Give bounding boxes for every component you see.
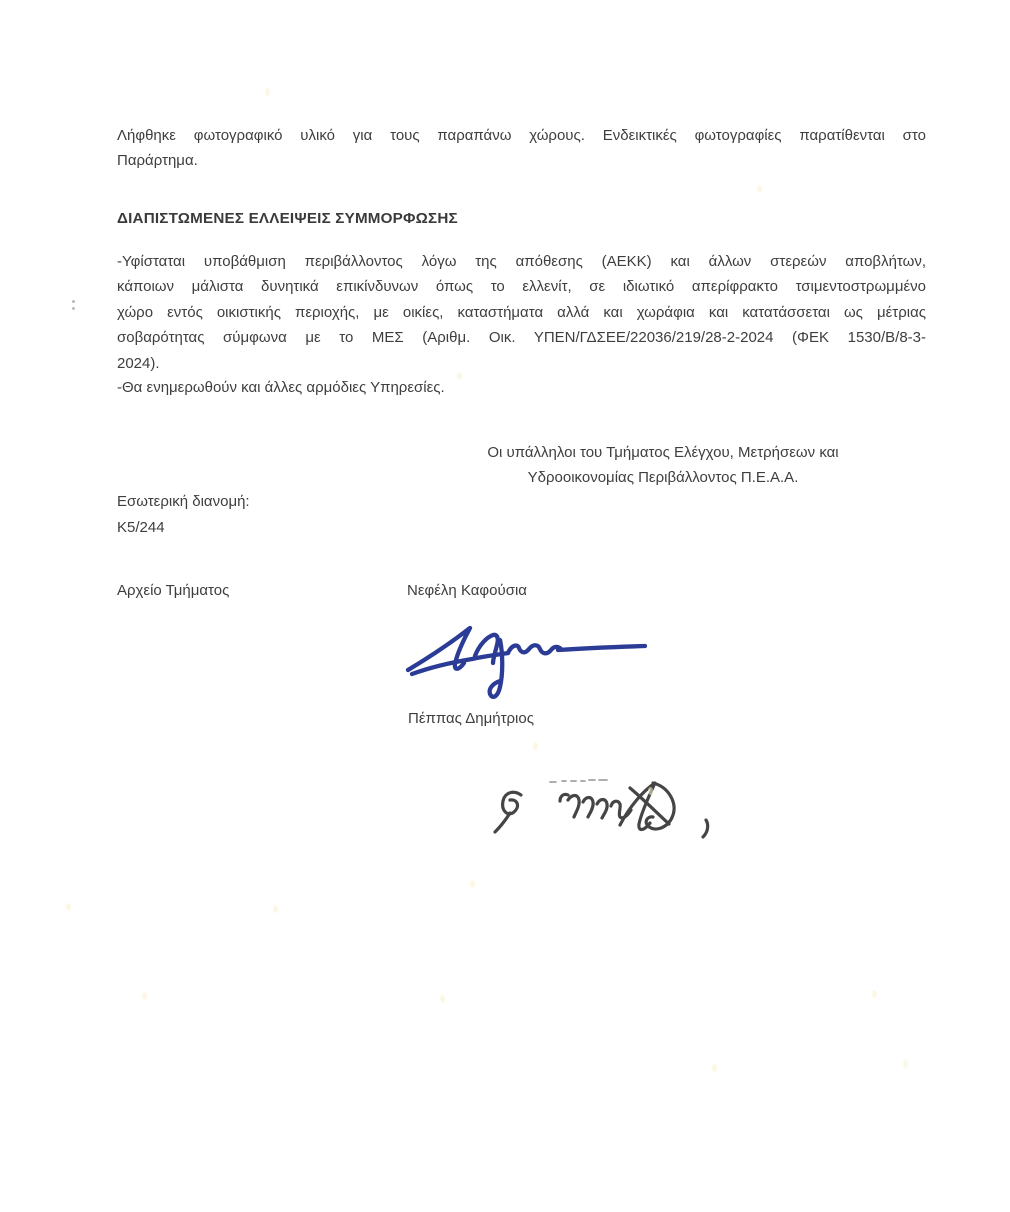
- scan-margin-mark: [72, 300, 75, 303]
- internal-distribution-value: Κ5/244: [117, 518, 165, 536]
- section-heading: ΔΙΑΠΙΣΤΩΜΕΝΕΣ ΕΛΛΕΙΨΕΙΣ ΣΥΜΜΟΡΦΩΣΗΣ: [117, 210, 458, 227]
- signatories-title: [413, 440, 913, 491]
- archive-label: Αρχείο Τμήματος: [117, 582, 230, 599]
- internal-distribution-label: Εσωτερική διανομή:: [117, 493, 250, 510]
- signatories-title-line-2: Υδροοικονομίας Περιβάλλοντος Π.Ε.Α.Α.: [527, 469, 799, 487]
- scan-speck: [648, 787, 653, 795]
- signer1-signature-image: [402, 614, 652, 706]
- findings-line-1: -Υφίσταται υποβάθμιση περιβάλλοντος λόγω της απόθεσης (ΑΕΚΚ) και άλλων στερεών αποβλήτων,: [117, 253, 926, 270]
- intro-line-2: Παράρτημα.: [117, 152, 198, 170]
- scan-speck: [903, 1060, 908, 1068]
- signer2-name: Πέππας Δημήτριος: [408, 710, 534, 727]
- scan-speck: [142, 992, 147, 1000]
- findings-line-4: σοβαρότητας σύμφωνα με το ΜΕΣ (Αριθμ. Οικ. ΥΠΕΝ/ΓΔΣΕΕ/22036/219/28-2-2024 (ΦΕΚ 1530/Β/8-3-: [117, 329, 926, 347]
- findings-paragraph: [117, 249, 926, 376]
- intro-paragraph: [117, 123, 926, 174]
- scan-speck: [273, 905, 278, 913]
- scan-speck: [757, 185, 762, 193]
- scan-speck: [66, 903, 71, 911]
- scan-speck: [265, 88, 270, 96]
- signer1-name: Νεφέλη Καφούσια: [407, 582, 527, 599]
- internal-distribution: [117, 489, 250, 540]
- scan-speck: [457, 372, 462, 380]
- notify-line: -Θα ενημερωθούν και άλλες αρμόδιες Υπηρεσίες.: [117, 379, 445, 396]
- scan-speck: [440, 995, 445, 1003]
- notify-paragraph: [117, 375, 926, 400]
- intro-line-1: Λήφθηκε φωτογραφικό υλικό για τους παραπάνω χώρους. Ενδεικτικές φωτογραφίες παρατίθενται στο: [117, 127, 926, 144]
- signature-strokes: [495, 783, 708, 837]
- findings-line-3: χώρο εντός οικιστικής περιοχής, με οικίες, καταστήματα αλλά και χωράφια και κατατάσσεται ως μέτριας: [117, 303, 926, 321]
- findings-line-2: κάποιων μάλιστα δυνητικά επικίνδυνων όπως το ελλενίτ, σε ιδιωτικό απερίφρακτο τσιμεντοστρωμμένο: [117, 278, 926, 296]
- scan-speck: [872, 990, 877, 998]
- findings-line-5: 2024).: [117, 354, 160, 372]
- signature-strokes: [408, 628, 645, 697]
- scan-speck: [470, 880, 475, 888]
- scan-speck: [712, 1064, 717, 1072]
- scan-speck: [533, 742, 538, 750]
- signer2-signature-image: [484, 754, 724, 849]
- signatories-title-line-1: Οι υπάλληλοι του Τμήματος Ελέγχου, Μετρήσεων και: [487, 444, 839, 461]
- faint-stamp-marks: [550, 780, 607, 782]
